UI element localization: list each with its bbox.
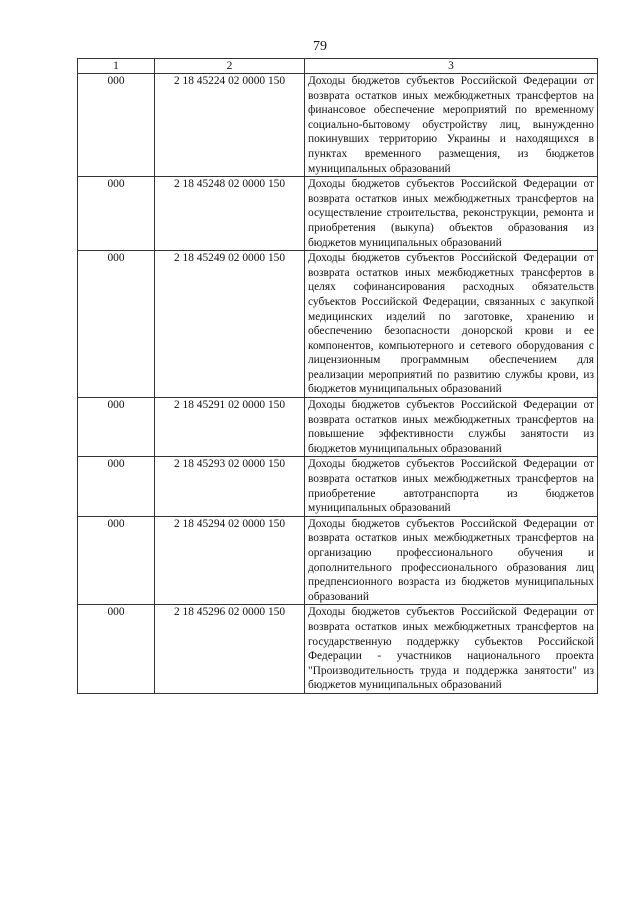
revenue-description-cell: Доходы бюджетов субъектов Российской Федерации от возврата остатков иных межбюджетных трансфертов на повышение эффективности службы занятости из бюджетов муниципальных образований <box>305 398 598 457</box>
admin-code-cell: 000 <box>78 74 155 177</box>
column-header-1: 1 <box>78 59 155 74</box>
table-row <box>78 605 598 694</box>
admin-code-cell: 000 <box>78 251 155 398</box>
table-row <box>78 177 598 251</box>
revenue-description-cell: Доходы бюджетов субъектов Российской Федерации от возврата остатков иных межбюджетных трансфертов на государственную поддержку субъектов Российской Федерации - участников национального проекта "Производительность труда и поддержка занятости" из бюджетов муниципальных образований <box>305 605 598 694</box>
revenue-description-cell: Доходы бюджетов субъектов Российской Федерации от возврата остатков иных межбюджетных трансфертов на финансовое обеспечение мероприятий по временному социально-бытовому обустройству лиц, вынужденно покинувших территорию Украины и находящихся в пунктах временного размещения, из бюджетов муниципальных образований <box>305 74 598 177</box>
revenue-description-cell: Доходы бюджетов субъектов Российской Федерации от возврата остатков иных межбюджетных трансфертов в целях софинансирования расходных обязательств субъектов Российской Федерации, связанных с закупкой медицинских изделий по заготовке, хранению и обеспечению безопасности донорской крови и ее компонентов, компьютерного и сетевого оборудования с лицензионным программным обеспечением для реализации мероприятий по развитию службы крови, из бюджетов муниципальных образований <box>305 251 598 398</box>
table-header-row <box>78 59 598 74</box>
budget-classification-code-cell: 2 18 45291 02 0000 150 <box>155 398 305 457</box>
admin-code-cell: 000 <box>78 516 155 605</box>
table-row <box>78 457 598 516</box>
page-number: 79 <box>313 39 327 54</box>
table-row <box>78 516 598 605</box>
admin-code-cell: 000 <box>78 605 155 694</box>
budget-classification-code-cell: 2 18 45249 02 0000 150 <box>155 251 305 398</box>
budget-classification-code-cell: 2 18 45294 02 0000 150 <box>155 516 305 605</box>
revenue-classification-table <box>77 58 598 694</box>
revenue-description-cell: Доходы бюджетов субъектов Российской Федерации от возврата остатков иных межбюджетных трансфертов на приобретение автотранспорта из бюджетов муниципальных образований <box>305 457 598 516</box>
admin-code-cell: 000 <box>78 177 155 251</box>
admin-code-cell: 000 <box>78 457 155 516</box>
revenue-description-cell: Доходы бюджетов субъектов Российской Федерации от возврата остатков иных межбюджетных трансфертов на осуществление строительства, реконструкции, ремонта и приобретения (выкупа) объектов образования из бюджетов муниципальных образований <box>305 177 598 251</box>
table-row <box>78 74 598 177</box>
budget-classification-code-cell: 2 18 45296 02 0000 150 <box>155 605 305 694</box>
admin-code-cell: 000 <box>78 398 155 457</box>
budget-classification-code-cell: 2 18 45224 02 0000 150 <box>155 74 305 177</box>
revenue-description-cell: Доходы бюджетов субъектов Российской Федерации от возврата остатков иных межбюджетных трансфертов на организацию профессионального обучения и дополнительного профессионального образования лиц предпенсионного возраста из бюджетов муниципальных образований <box>305 516 598 605</box>
column-header-3: 3 <box>305 59 598 74</box>
budget-classification-code-cell: 2 18 45293 02 0000 150 <box>155 457 305 516</box>
table-row <box>78 398 598 457</box>
table-row <box>78 251 598 398</box>
column-header-2: 2 <box>155 59 305 74</box>
budget-classification-code-cell: 2 18 45248 02 0000 150 <box>155 177 305 251</box>
